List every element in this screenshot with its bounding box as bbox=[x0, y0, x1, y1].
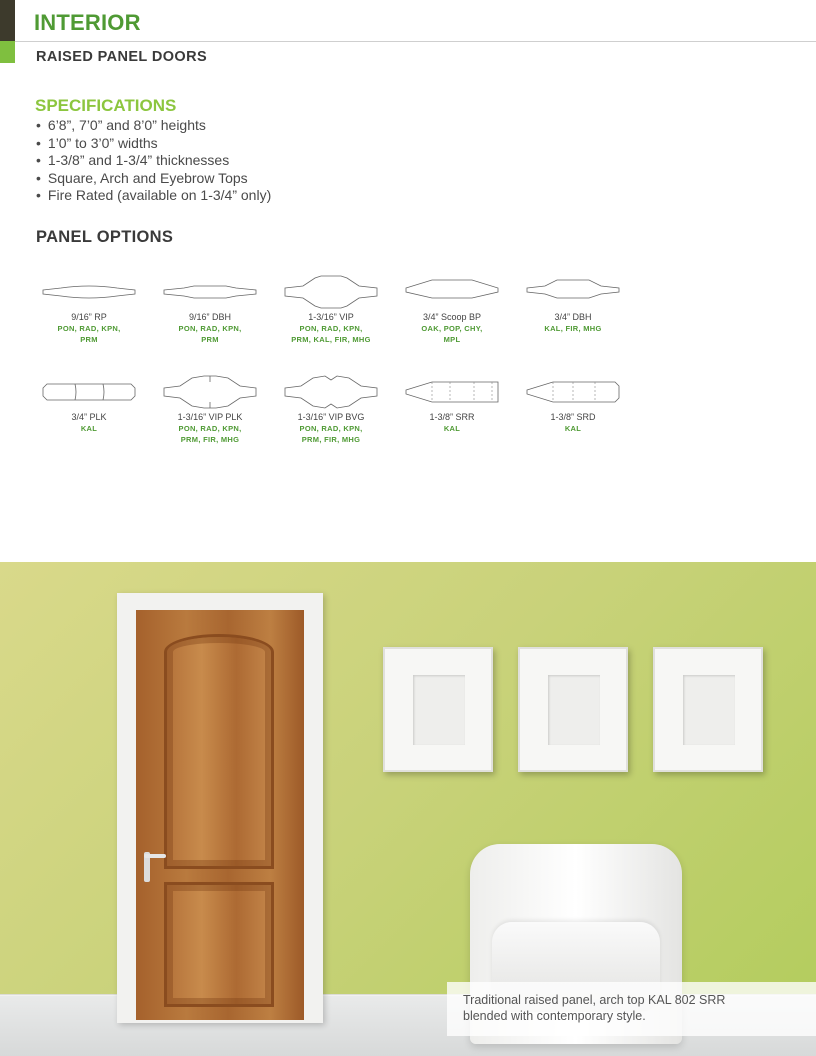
panel-profile-vip-bvg bbox=[276, 374, 386, 444]
profile-species: PON, RAD, KPN, bbox=[299, 424, 363, 433]
panel-profile-rp bbox=[34, 274, 144, 344]
panel-profile-scoop-bp bbox=[397, 274, 507, 344]
profile-species: KAL bbox=[564, 424, 582, 433]
header-divider bbox=[15, 41, 816, 42]
rp-profile-icon bbox=[39, 274, 139, 310]
profile-name: 3/4” DBH bbox=[554, 312, 592, 322]
profile-name: 1-3/16” VIP BVG bbox=[297, 412, 365, 422]
panel-profile-dbh bbox=[155, 274, 265, 344]
section-title: INTERIOR bbox=[34, 10, 141, 35]
door-lever bbox=[144, 854, 166, 858]
profile-species: PON, RAD, KPN, bbox=[178, 324, 242, 333]
profile-name: 1-3/16” VIP PLK bbox=[177, 412, 243, 422]
srd-profile-icon bbox=[523, 374, 623, 410]
panel-profile-plk bbox=[34, 374, 144, 444]
wall-frame bbox=[653, 647, 763, 772]
specifications-list bbox=[36, 117, 271, 205]
header-accent-tab bbox=[0, 41, 15, 63]
profile-name: 3/4” PLK bbox=[71, 412, 107, 422]
profile-species: KAL, FIR, MHG bbox=[544, 324, 602, 333]
dbh-profile-icon bbox=[160, 274, 260, 310]
plk-profile-icon bbox=[39, 374, 139, 410]
profile-species: MPL bbox=[443, 335, 461, 344]
dbh-34-profile-icon bbox=[523, 274, 623, 310]
profile-name: 1-3/16” VIP bbox=[308, 312, 354, 322]
vip-profile-icon bbox=[281, 274, 381, 310]
scoop-bp-profile-icon bbox=[402, 274, 502, 310]
spec-item: • 1’0” to 3’0” widths bbox=[36, 135, 271, 153]
page-subtitle: RAISED PANEL DOORS bbox=[36, 49, 208, 65]
profile-name: 9/16” RP bbox=[71, 312, 107, 322]
panel-profile-srr bbox=[397, 374, 507, 444]
door-arch-panel bbox=[164, 634, 274, 869]
profile-name: 1-3/8” SRR bbox=[429, 412, 475, 422]
srr-profile-icon bbox=[402, 374, 502, 410]
specifications-heading: SPECIFICATIONS bbox=[35, 96, 177, 115]
profile-species: PRM bbox=[201, 335, 219, 344]
profile-species: KAL bbox=[80, 424, 98, 433]
wall-frame bbox=[383, 647, 493, 772]
profile-name: 3/4” Scoop BP bbox=[422, 312, 482, 322]
photo-caption bbox=[447, 982, 816, 1036]
profile-species: PRM, FIR, MHG bbox=[180, 435, 240, 444]
profile-species: KAL bbox=[443, 424, 461, 433]
room-photo bbox=[0, 562, 816, 1056]
profile-species: PRM, FIR, MHG bbox=[301, 435, 361, 444]
spec-item: • 1-3/8” and 1-3/4” thicknesses bbox=[36, 152, 271, 170]
caption-line: Traditional raised panel, arch top KAL 802 SRR bbox=[463, 993, 726, 1007]
vip-plk-profile-icon bbox=[160, 374, 260, 410]
vip-bvg-profile-icon bbox=[281, 374, 381, 410]
door-lower-panel bbox=[164, 882, 274, 1007]
wall-frame bbox=[518, 647, 628, 772]
profile-name: 9/16” DBH bbox=[188, 312, 232, 322]
spec-item: • Fire Rated (available on 1-3/4” only) bbox=[36, 187, 271, 205]
header-accent-bar bbox=[0, 0, 15, 41]
panel-profile-dbh-34 bbox=[518, 274, 628, 344]
profile-species: PON, RAD, KPN, bbox=[57, 324, 121, 333]
profile-species: PON, RAD, KPN, bbox=[178, 424, 242, 433]
panel-options-heading: PANEL OPTIONS bbox=[36, 228, 174, 246]
panel-profile-vip bbox=[276, 274, 386, 344]
spec-item: • 6’8”, 7’0” and 8’0” heights bbox=[36, 117, 271, 135]
profile-species: OAK, POP, CHY, bbox=[421, 324, 483, 333]
profile-name: 1-3/8” SRD bbox=[550, 412, 596, 422]
profile-species: PRM bbox=[80, 335, 98, 344]
profile-species: PON, RAD, KPN, bbox=[299, 324, 363, 333]
panel-profile-srd bbox=[518, 374, 628, 444]
caption-line: blended with contemporary style. bbox=[463, 1009, 646, 1023]
profile-species: PRM, KAL, FIR, MHG bbox=[291, 335, 371, 344]
spec-item: • Square, Arch and Eyebrow Tops bbox=[36, 170, 271, 188]
panel-profile-vip-plk bbox=[155, 374, 265, 444]
